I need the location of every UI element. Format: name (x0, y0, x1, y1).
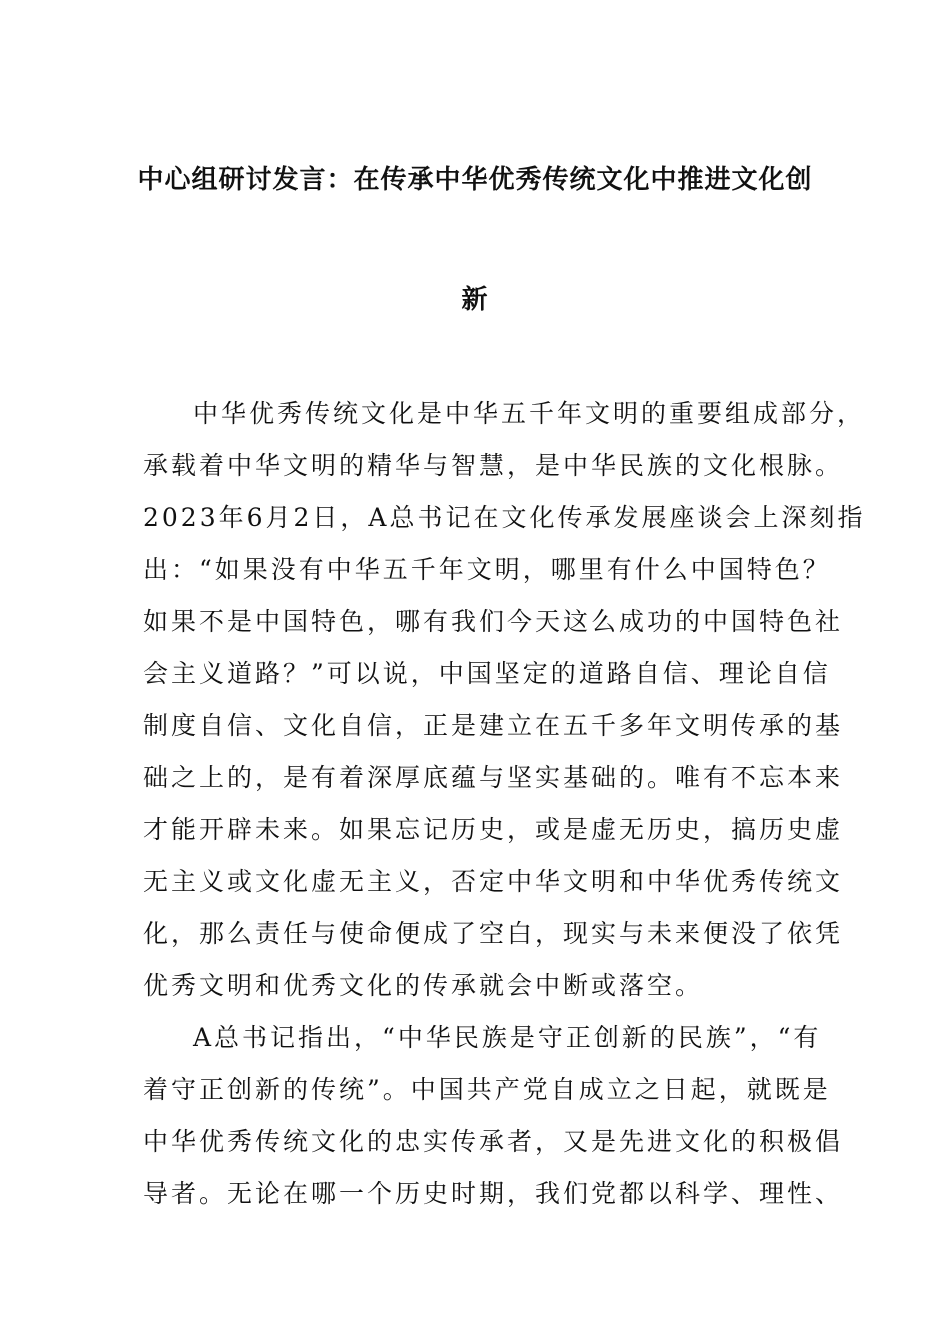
document-title-line-1: 中心组研讨发言：在传承中华优秀传统文化中推进文化创 (137, 165, 813, 195)
paragraph-line: 中华优秀传统文化是中华五千年文明的重要组成部分， (193, 399, 866, 428)
document-title-line-2: 新 (461, 285, 489, 315)
paragraph-line: 础之上的，是有着深厚底蕴与坚实基础的。唯有不忘本来 (143, 763, 844, 792)
paragraph-line: 承载着中华文明的精华与智慧，是中华民族的文化根脉。 (143, 451, 844, 480)
paragraph-line: 中华优秀传统文化的忠实传承者，又是先进文化的积极倡 (143, 1127, 844, 1156)
paragraph-line: 优秀文明和优秀文化的传承就会中断或落空。 (143, 971, 704, 1000)
paragraph-line: 化，那么责任与使命便成了空白，现实与未来便没了依凭 (143, 919, 844, 948)
paragraph-line: 如果不是中国特色，哪有我们今天这么成功的中国特色社 (143, 607, 844, 636)
paragraph-2 (143, 1012, 844, 1220)
paragraph-1 (143, 388, 866, 1012)
paragraph-line: 导者。无论在哪一个历史时期，我们党都以科学、理性、 (143, 1179, 844, 1208)
paragraph-line: 制度自信、文化自信，正是建立在五千多年文明传承的基 (143, 711, 844, 740)
paragraph-line: 着守正创新的传统”。中国共产党自成立之日起，就既是 (143, 1075, 831, 1104)
paragraph-line: 无主义或文化虚无主义，否定中华文明和中华优秀传统文 (143, 867, 844, 896)
paragraph-line: 会主义道路？”可以说，中国坚定的道路自信、理论自信 (143, 659, 831, 688)
paragraph-line: 2023年6月2日，A总书记在文化传承发展座谈会上深刻指 (143, 503, 866, 532)
paragraph-line: 出：“如果没有中华五千年文明，哪里有什么中国特色？ (143, 555, 831, 584)
paragraph-line: 才能开辟未来。如果忘记历史，或是虚无历史，搞历史虚 (143, 815, 844, 844)
paragraph-line: A总书记指出，“中华民族是守正创新的民族”，“有 (193, 1023, 822, 1052)
